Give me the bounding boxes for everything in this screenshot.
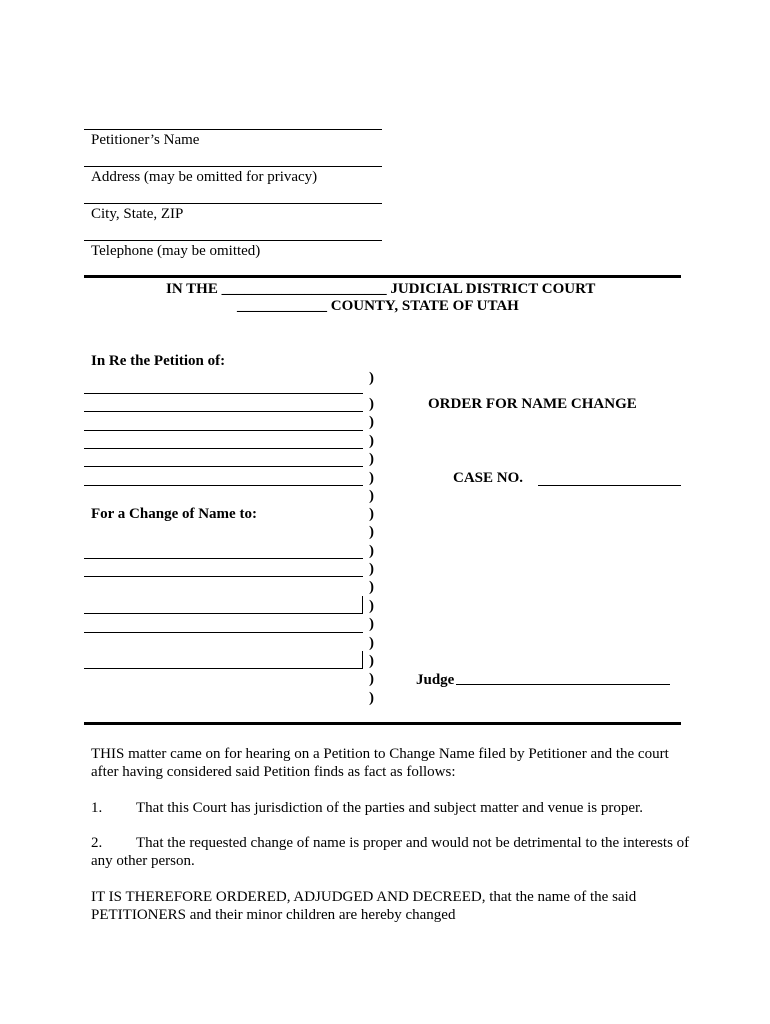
document-title: ORDER FOR NAME CHANGE bbox=[428, 396, 637, 412]
caption-paren: ) bbox=[369, 414, 374, 430]
caption-paren: ) bbox=[369, 561, 374, 577]
petitioner-name-label: Petitioner’s Name bbox=[91, 132, 200, 148]
judge-label: Judge bbox=[416, 672, 455, 688]
finding-1-number: 1. bbox=[91, 800, 103, 816]
new-name-blank-3[interactable] bbox=[84, 613, 363, 614]
caption-paren: ) bbox=[369, 370, 374, 386]
case-no-field[interactable] bbox=[538, 485, 681, 486]
caption-paren: ) bbox=[369, 671, 374, 687]
caption-paren: ) bbox=[369, 635, 374, 651]
petitioner-blank-2[interactable] bbox=[84, 411, 363, 412]
petitioner-blank-4[interactable] bbox=[84, 448, 363, 449]
address-line[interactable] bbox=[84, 166, 382, 167]
finding-2-text: That the requested change of name is proper and would not be detrimental to the interests of any other person. bbox=[91, 835, 690, 869]
caption-paren: ) bbox=[369, 451, 374, 467]
caption-bottom-rule bbox=[84, 722, 681, 725]
caption-paren: ) bbox=[369, 579, 374, 595]
new-name-blank-2[interactable] bbox=[84, 576, 363, 577]
new-name-blank-4[interactable] bbox=[84, 632, 363, 633]
caption-paren: ) bbox=[369, 524, 374, 540]
court-heading-line1: IN THE ______________________ JUDICIAL DISTRICT COURT bbox=[166, 281, 596, 297]
caption-paren: ) bbox=[369, 598, 374, 614]
finding-1-text: That this Court has jurisdiction of the parties and subject matter and venue is proper. bbox=[136, 800, 643, 816]
city-state-zip-label: City, State, ZIP bbox=[91, 206, 184, 222]
caption-paren: ) bbox=[369, 488, 374, 504]
caption-paren: ) bbox=[369, 470, 374, 486]
caption-paren: ) bbox=[369, 433, 374, 449]
finding-2-number: 2. bbox=[91, 835, 103, 851]
field-box-edge bbox=[362, 651, 363, 668]
petitioner-blank-1[interactable] bbox=[84, 393, 363, 394]
change-name-label: For a Change of Name to: bbox=[91, 506, 257, 522]
caption-paren: ) bbox=[369, 543, 374, 559]
telephone-line[interactable] bbox=[84, 240, 382, 241]
address-label: Address (may be omitted for privacy) bbox=[91, 169, 318, 185]
new-name-blank-5[interactable] bbox=[84, 668, 363, 669]
caption-paren: ) bbox=[369, 616, 374, 632]
order-paragraph: IT IS THEREFORE ORDERED, ADJUDGED AND DECREED, that the name of the said PETITIONERS and their minor children are hereby changed bbox=[91, 889, 637, 923]
petitioner-name-line[interactable] bbox=[84, 129, 382, 130]
petitioner-blank-3[interactable] bbox=[84, 430, 363, 431]
caption-paren: ) bbox=[369, 653, 374, 669]
field-box-edge bbox=[362, 596, 363, 613]
caption-paren: ) bbox=[369, 506, 374, 522]
petitioner-blank-5[interactable] bbox=[84, 466, 363, 467]
caption-paren: ) bbox=[369, 690, 374, 706]
finding-2 bbox=[91, 834, 691, 870]
new-name-blank-1[interactable] bbox=[84, 558, 363, 559]
judge-signature-line[interactable] bbox=[456, 684, 670, 685]
case-no-label: CASE NO. bbox=[453, 470, 524, 486]
in-re-label: In Re the Petition of: bbox=[91, 353, 226, 369]
court-heading-line2: ____________ COUNTY, STATE OF UTAH bbox=[237, 298, 519, 314]
petitioner-blank-6[interactable] bbox=[84, 485, 363, 486]
telephone-label: Telephone (may be omitted) bbox=[91, 243, 261, 259]
caption-paren: ) bbox=[369, 396, 374, 412]
city-state-zip-line[interactable] bbox=[84, 203, 382, 204]
intro-paragraph: THIS matter came on for hearing on a Petition to Change Name filed by Petitioner and the court after having considered said Petition finds as fact as follows: bbox=[91, 746, 669, 780]
court-top-rule bbox=[84, 275, 681, 278]
